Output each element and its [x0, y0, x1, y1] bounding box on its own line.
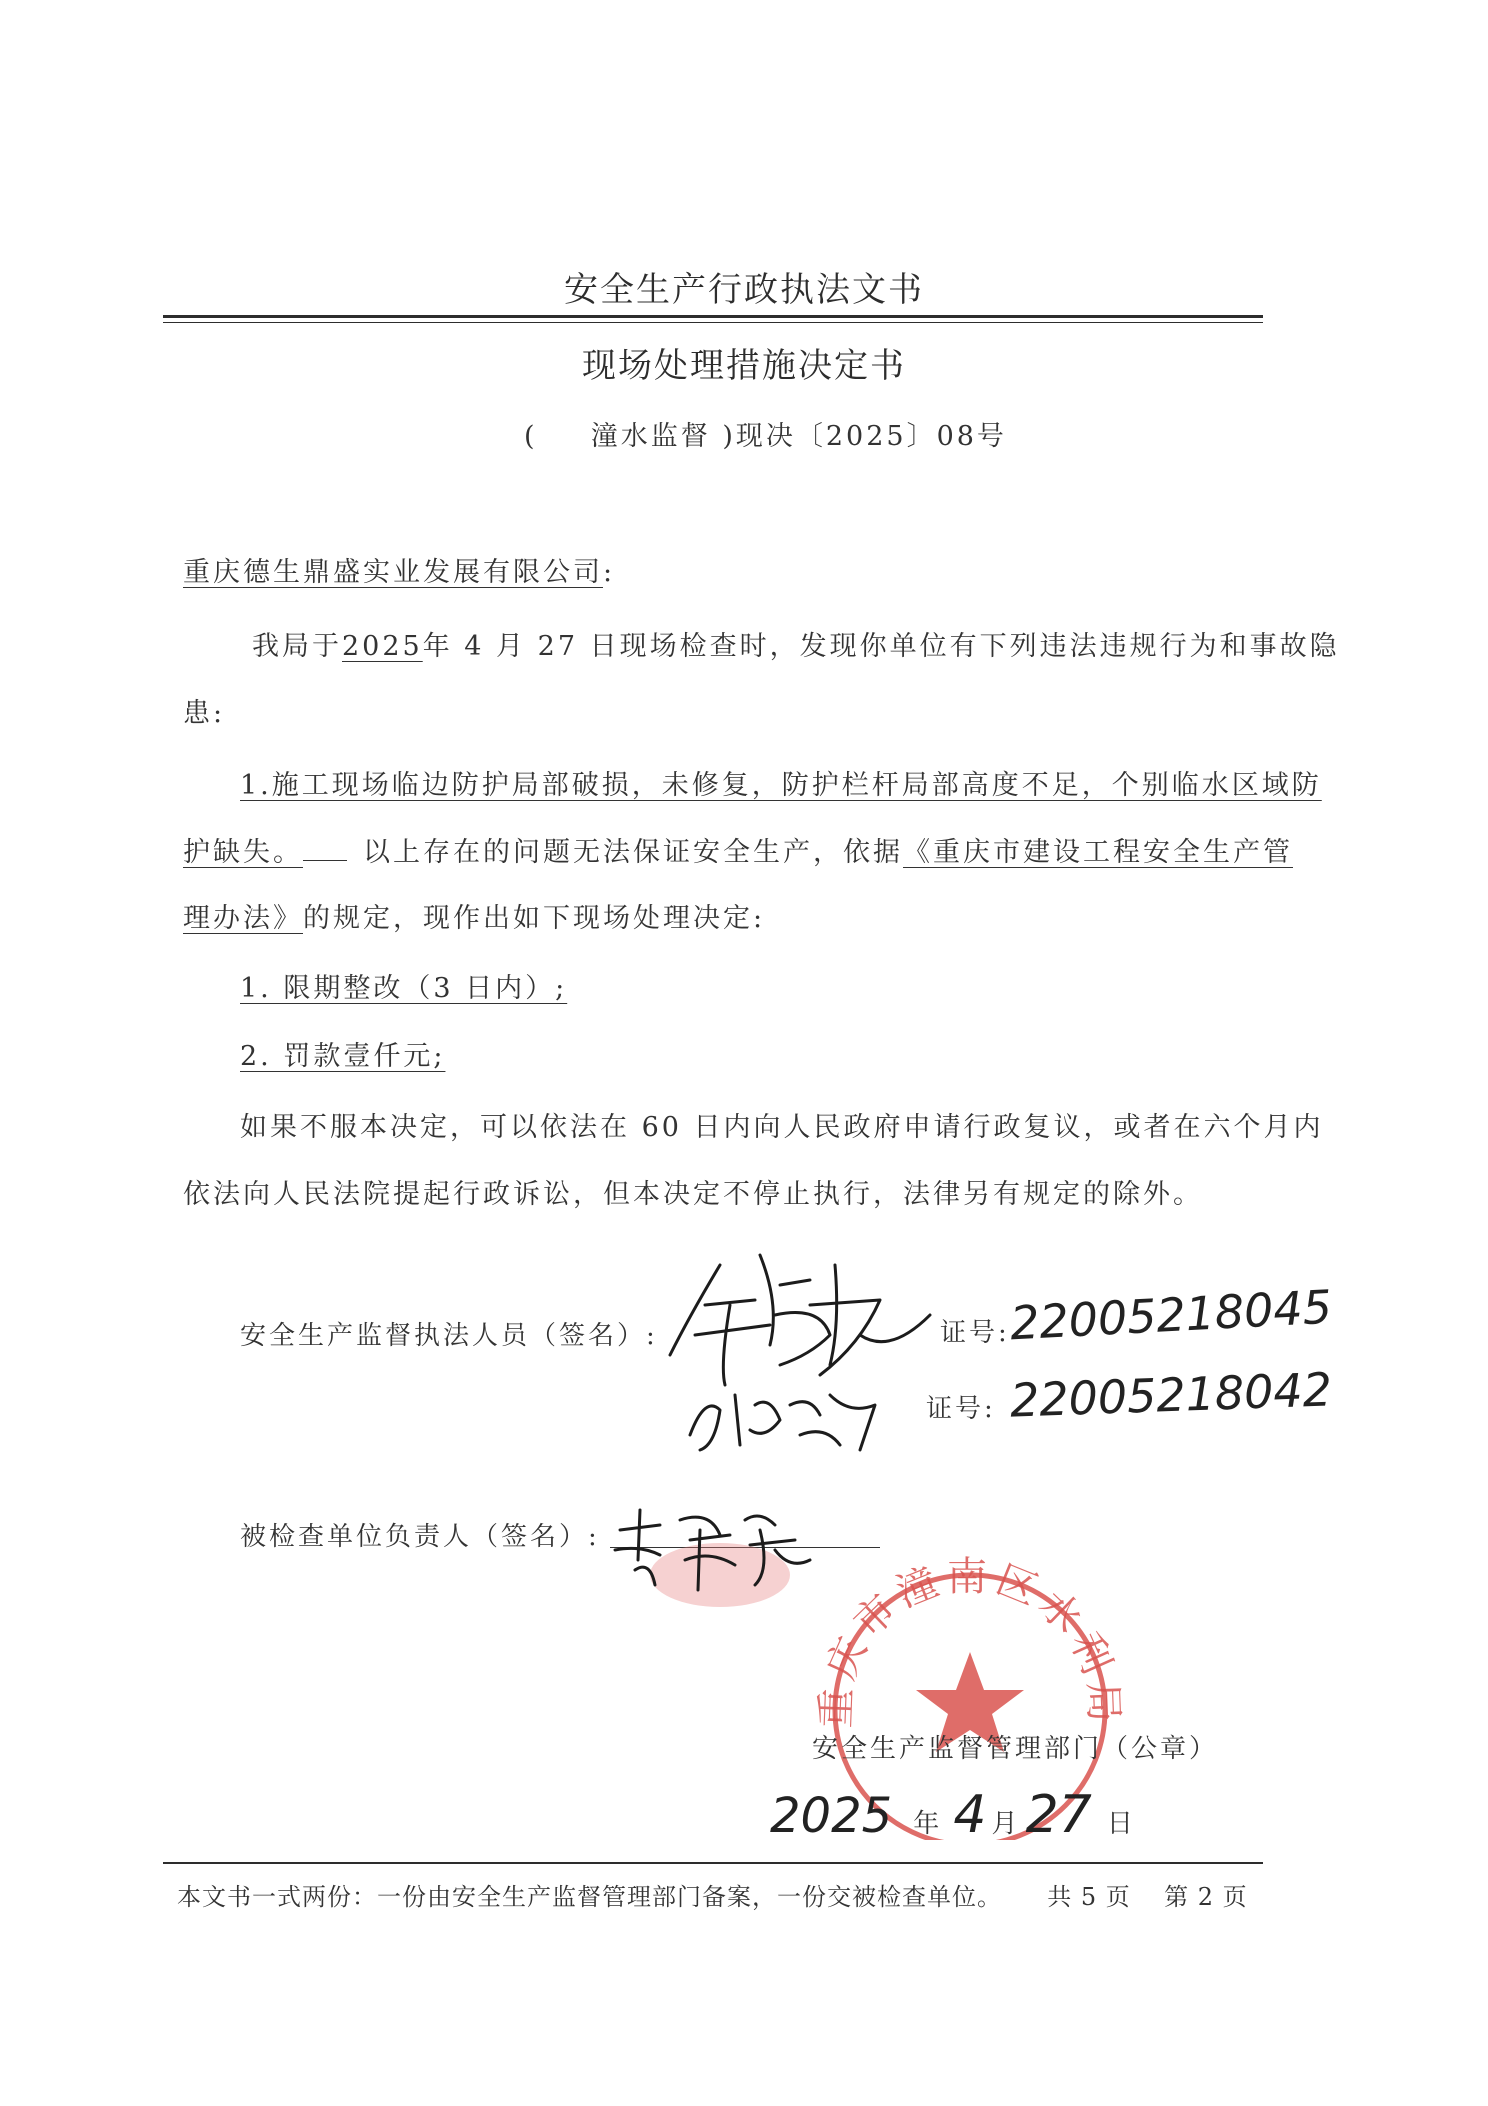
- footer-line: [177, 1877, 1248, 1912]
- basis-end: 的规定，现作出如下现场处理决定:: [303, 903, 766, 934]
- decision-2-text: 2. 罚款壹仟元;: [240, 1041, 446, 1072]
- document-number: [524, 414, 1007, 453]
- date-day-unit: 日: [1106, 1809, 1136, 1839]
- basis-text: 以上存在的问题无法保证安全生产，依据: [363, 837, 903, 868]
- date-year: 2025: [770, 1788, 893, 1844]
- recipient-colon: :: [603, 557, 616, 588]
- document-title: 安全生产行政执法文书: [564, 270, 924, 310]
- officer-signature-image: [660, 1245, 960, 1465]
- appeal-line-1: 如果不服本决定，可以依法在 60 日内向人民政府申请行政复议，或者在六个月内: [240, 1112, 1324, 1143]
- p1-rest: 年 4 月 27 日现场检查时，发现你单位有下列违法违规行为和事故隐: [422, 631, 1340, 662]
- paragraph-1-end: 患:: [183, 698, 226, 729]
- footer-total-pages: 共 5 页: [1047, 1883, 1131, 1911]
- law-name-1: 《重庆市建设工程安全生产管: [903, 837, 1293, 868]
- date-month: 4: [953, 1785, 987, 1845]
- paragraph-1: [252, 624, 1340, 663]
- issue-date: [770, 1785, 1136, 1845]
- doc-no-prefix: 潼水监督: [590, 421, 711, 452]
- inspected-signature-label: 被检查单位负责人（签名）:: [240, 1522, 600, 1552]
- issue-text-2: 护缺失。: [183, 837, 303, 868]
- cert-number-2: 22005218042: [1009, 1362, 1333, 1428]
- inspected-signature-image: [600, 1490, 830, 1620]
- svg-text:重庆市潼南区水利局: 重庆市潼南区水利局: [813, 1554, 1127, 1729]
- header-rule-thick: [163, 315, 1263, 318]
- date-month-unit: 月: [991, 1809, 1021, 1839]
- decision-1-text: 1. 限期整改（3 日内）;: [240, 973, 568, 1004]
- department-seal-label: 安全生产监督管理部门（公章）: [812, 1734, 1219, 1764]
- law-name-2: 理办法》: [183, 903, 303, 934]
- decision-2: [240, 1034, 445, 1073]
- cert-label-1: 证号:: [940, 1318, 1010, 1348]
- footer-note: 本文书一式两份：一份由安全生产监督管理部门备案，一份交被检查单位。: [177, 1883, 1002, 1911]
- footer-page-number: 第 2 页: [1164, 1883, 1248, 1911]
- p1-year: 2025: [342, 631, 423, 662]
- doc-no-open: (: [524, 421, 538, 452]
- footer-rule: [163, 1862, 1263, 1864]
- issue-line-1: [240, 763, 1322, 802]
- basis-line: [183, 896, 765, 935]
- cert-label-2: 证号:: [926, 1394, 996, 1424]
- p1-start: 我局于: [252, 631, 342, 662]
- doc-no-suffix: )现决〔2025〕08号: [722, 421, 1007, 452]
- issue-line-2: [183, 830, 1293, 869]
- document-subtitle: 现场处理措施决定书: [582, 346, 906, 386]
- officer-signature-label: 安全生产监督执法人员（签名）:: [240, 1321, 658, 1351]
- recipient-name: 重庆德生鼎盛实业发展有限公司: [183, 557, 603, 588]
- date-day: 27: [1025, 1785, 1092, 1845]
- appeal-line-2: 依法向人民法院提起行政诉讼，但本决定不停止执行，法律另有规定的除外。: [183, 1179, 1203, 1210]
- recipient-line: [183, 550, 615, 589]
- decision-1: [240, 966, 567, 1005]
- issue-text-1: 1.施工现场临边防护局部破损，未修复，防护栏杆局部高度不足，个别临水区域防: [240, 770, 1322, 801]
- cert-number-1: 22005218045: [1008, 1279, 1334, 1351]
- date-year-unit: 年: [913, 1809, 943, 1839]
- header-rule-thin: [163, 322, 1263, 323]
